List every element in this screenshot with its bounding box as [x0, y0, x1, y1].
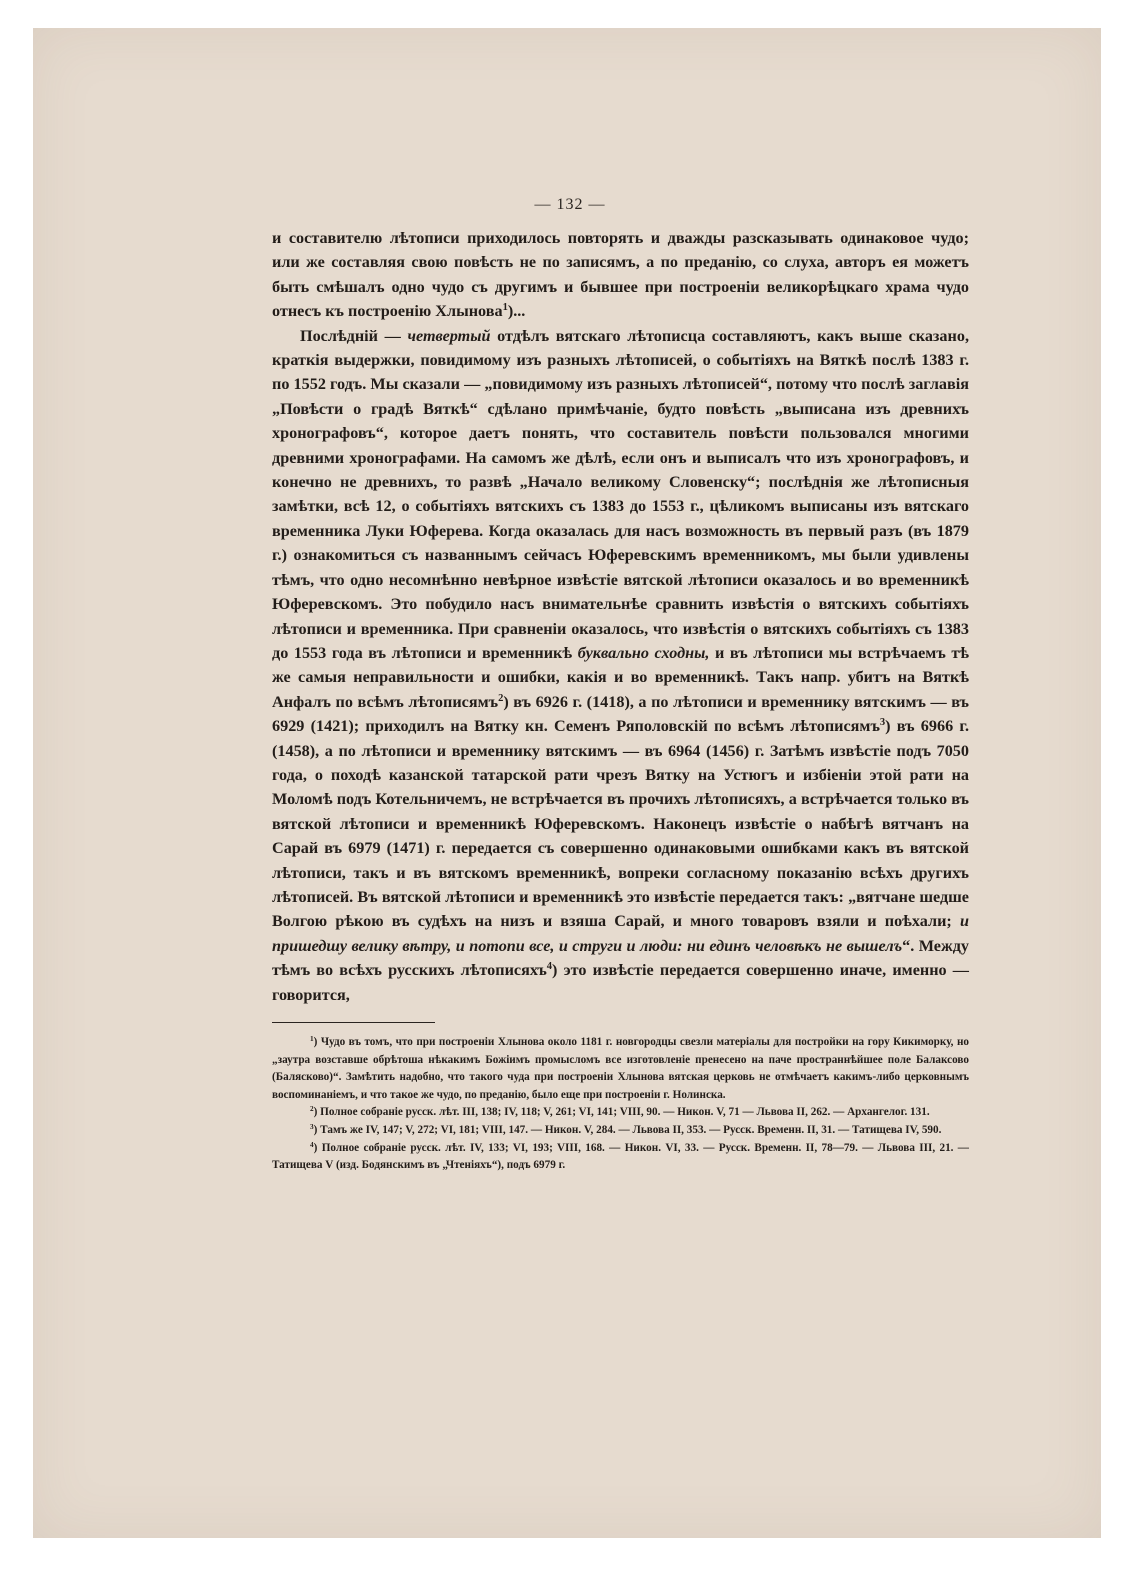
footnote-mark: 3 — [310, 1122, 314, 1131]
paragraph-2-part-d: ) въ 6926 г. (1418), а по лѣтописи и временнику вятскимъ — въ 6929 (1421); приходилъ на Вятку кн. Семенъ Ряполовскій по всѣмъ лѣтописямъ — [272, 692, 969, 736]
footnote-divider — [272, 1022, 435, 1023]
footnote-ref-2[interactable]: 2 — [498, 692, 504, 704]
paragraph-1-text: и составителю лѣтописи приходилось повторять и дважды разсказывать одинаковое чудо; или же составляя свою повѣсть не по записямъ, а по преданію, со слуха, авторъ ея можетъ быть смѣшалъ одно чудо съ другимъ и бывшее при построеніи великорѣцкаго храма чудо отнесъ къ построенію Хлынова — [272, 229, 969, 321]
footnote-ref-3[interactable]: 3 — [879, 717, 886, 729]
paragraph-2-part-c: и въ лѣтописи мы встрѣчаемъ тѣ же самыя неправильности и ошибки, какія и во временникѣ. Такъ напр. убитъ на Вяткѣ Анфалъ по всѣмъ лѣтописямъ — [272, 643, 970, 711]
footnote-mark: 4 — [310, 1140, 314, 1149]
paragraph-2-part-e: ) въ 6966 г. (1458), а по лѣтописи и временнику вятскимъ — въ 6964 (1456) г. Затѣмъ извѣстіе подъ 7050 года, о походѣ казанской татарской рати чрезъ Вятку на Устюгъ и избіеніи этой рати на Моломѣ подъ Котельничемъ, не встрѣчается въ прочихъ лѣтописяхъ, а встрѣчается только въ вятской лѣтописи и временникѣ Юферевскомъ. Наконецъ извѣстіе о набѣгѣ вятчанъ на Сарай въ 6979 (1471) г. передается съ совершенно одинаковыми ошибками какъ въ вятской лѣтописи, такъ и въ вятскомъ временникѣ, вопреки согласному показанію всѣхъ другихъ лѣтописей. Въ вятской лѣтописи и временникѣ это извѣстіе передается такъ: „вятчане шедше Волгою рѣкою въ судѣхъ на низъ и взяша Сарай, и много товаровъ взяли и поѣхали; — [272, 717, 969, 931]
paragraph-2-part-g: ) это извѣстіе передается совершенно иначе, именно — говорится, — [272, 961, 969, 1004]
paragraph-2-italic-b: буквально сходны, — [577, 643, 710, 662]
paragraph-1-tail: )... — [507, 302, 526, 321]
paragraph-1 — [272, 226, 969, 324]
paragraph-2-part-a: Послѣдній — — [300, 326, 408, 345]
footnote-text: ) Полное собраніе русск. лѣт. III, 138; IV, 118; V, 261; VI, 141; VIII, 90. — Никон. V, 71 — Львова II, 262. — Архангелог. 131. — [313, 1106, 930, 1119]
footnote-ref-1[interactable]: 1 — [502, 302, 508, 314]
main-text — [272, 226, 969, 1007]
paragraph-2 — [272, 324, 969, 1007]
paragraph-2-italic-a: четвертый — [407, 326, 491, 345]
footnote-mark: 2 — [310, 1105, 314, 1114]
footnote-text: ) Чудо въ томъ, что при построеніи Хлынова около 1181 г. новгородцы свезли матеріалы для постройки на гору Кикиморку, но „заутра возставше обрѣтоша нѣкакимъ Божіимъ промысломъ все изготовленіе пренесено на паче пространнѣйшее поле Балаксово (Балясково)“. Замѣтить надобно, что такого чуда при построеніи Хлынова вятская церковь не отмѣчаетъ какимъ-либо церковнымъ воспоминаніемъ, и что такое же чудо, по преданію, было еще при построеніи г. Нолинска. — [272, 1036, 969, 1101]
footnote-4 — [272, 1140, 969, 1175]
footnote-3 — [272, 1122, 969, 1140]
paragraph-2-part-f: “. Между тѣмъ во всѣхъ русскихъ лѣтописяхъ — [272, 936, 969, 980]
footnotes — [272, 1034, 969, 1175]
footnote-text: ) Тамъ же IV, 147; V, 272; VI, 181; VIII, 147. — Никон. V, 284. — Львова II, 353. — Русск. Временн. II, 31. — Татищева IV, 590. — [313, 1123, 942, 1136]
footnote-mark: 1 — [310, 1035, 314, 1043]
paragraph-2-italic-c: и пришедшу велику вѣтру, и потопи все, и струги и люди: ни единъ человѣкъ не вышелъ — [272, 912, 969, 955]
footnote-1 — [272, 1034, 969, 1104]
footnote-2 — [272, 1104, 969, 1122]
page-number: — 132 — — [534, 196, 606, 213]
footnote-ref-4[interactable]: 4 — [546, 961, 553, 973]
paragraph-2-part-b: отдѣлъ вятскаго лѣтописца составляютъ, какъ выше сказано, краткія выдержки, повидимому изъ разныхъ лѣтописей, о событіяхъ на Вяткѣ послѣ 1383 г. по 1552 годъ. Мы сказали — „повидимому изъ разныхъ лѣтописей“, потому что послѣ заглавія „Повѣсти о градѣ Вяткѣ“ сдѣлано примѣчаніе, будто повѣсть „выписана изъ древнихъ хронографовъ“, которое даетъ понять, что составитель повѣсти пользовался многими древними хронографами. На самомъ же дѣлѣ, если онъ и выписалъ что изъ хронографовъ, и конечно не древнихъ, то развѣ „Начало великому Словенску“; послѣднія же лѣтописныя замѣтки, всѣ 12, о событіяхъ вятскихъ съ 1383 до 1553 г., цѣликомъ выписаны изъ вятскаго временника Луки Юферева. Когда оказалась для насъ возможность въ первый разъ (въ 1879 г.) ознакомиться съ названнымъ сейчасъ Юферевскимъ временникомъ, мы были удивлены тѣмъ, что одно несомнѣнно невѣрное извѣстіе вятской лѣтописи оказалось и во временникѣ Юферевскомъ. Это побудило насъ внимательнѣе сравнить извѣстія о вятскихъ событіяхъ лѣтописи и временника. При сравненіи оказалось, что извѣстія о вятскихъ событіяхъ съ 1383 до 1553 года въ лѣтописи и временникѣ — [272, 326, 969, 662]
footnote-text: ) Полное собраніе русск. лѣт. IV, 133; VI, 193; VIII, 168. — Никон. VI, 33. — Русск. Временн. II, 78—79. — Львова III, 21. — Татищева V (изд. Бодянскимъ въ „Чтеніяхъ“), подъ 6979 г. — [272, 1141, 969, 1172]
